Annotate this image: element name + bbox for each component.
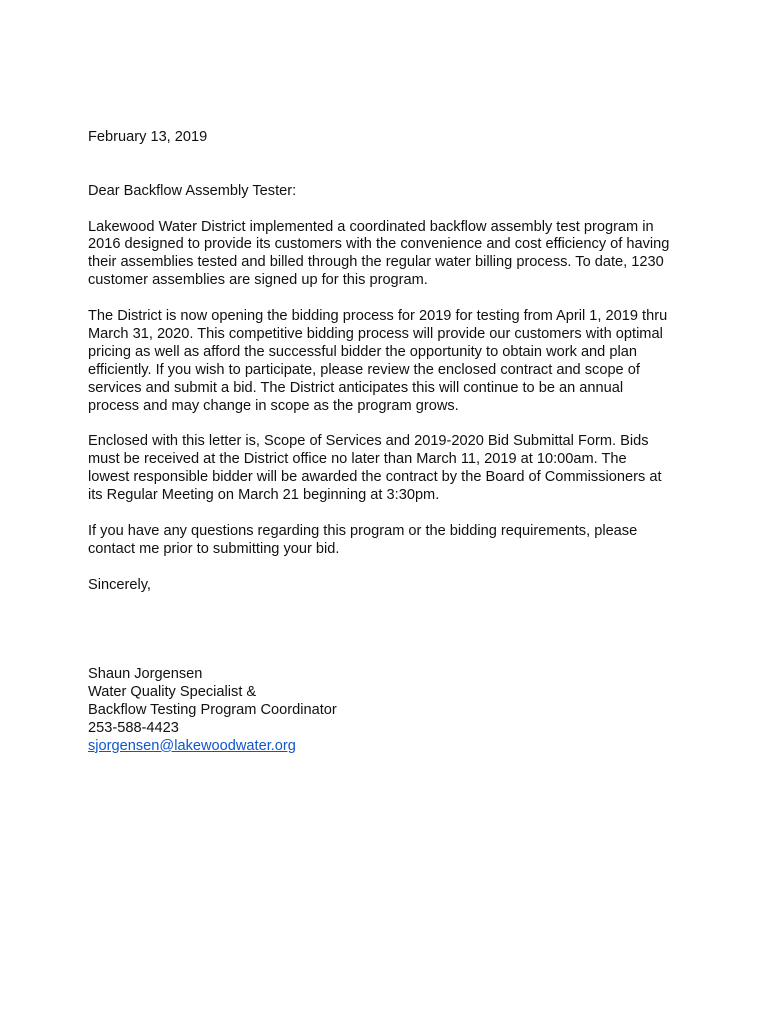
- paragraph-questions: [88, 523, 698, 559]
- paragraph-line: contact me prior to submitting your bid.: [88, 540, 340, 557]
- signer-name: Shaun Jorgensen: [88, 666, 203, 683]
- paragraph-enclosures: [88, 433, 698, 505]
- paragraph-line: must be received at the District office no later than March 11, 2019 at 10:00am. The: [88, 451, 627, 468]
- paragraph-line: services and submit a bid. The District anticipates this will continue to be an annual: [88, 379, 624, 396]
- paragraph-line: pricing as well as afford the successful bidder the opportunity to obtain work and plan: [88, 343, 637, 360]
- paragraph-line: Enclosed with this letter is, Scope of Services and 2019-2020 Bid Submittal Form. Bids: [88, 433, 649, 450]
- paragraph-bidding-process: [88, 308, 698, 415]
- signer-email-link[interactable]: sjorgensen@lakewoodwater.org: [88, 737, 296, 754]
- signer-phone: 253-588-4423: [88, 719, 179, 736]
- letter-body: [88, 129, 698, 756]
- paragraph-line: process and may change in scope as the program grows.: [88, 397, 459, 414]
- closing: Sincerely,: [88, 576, 151, 593]
- paragraph-line: lowest responsible bidder will be awarded the contract by the Board of Commissioners at: [88, 469, 662, 486]
- signature-block: [88, 666, 698, 756]
- salutation: Dear Backflow Assembly Tester:: [88, 182, 297, 199]
- paragraph-line: Lakewood Water District implemented a coordinated backflow assembly test program in: [88, 218, 654, 235]
- paragraph-line: 2016 designed to provide its customers with the convenience and cost efficiency of having: [88, 236, 670, 253]
- signer-title: Water Quality Specialist &: [88, 683, 257, 700]
- letter-date: February 13, 2019: [88, 129, 208, 145]
- paragraph-line: If you have any questions regarding this program or the bidding requirements, please: [88, 522, 638, 539]
- paragraph-line: customer assemblies are signed up for this program.: [88, 272, 428, 289]
- signer-role: Backflow Testing Program Coordinator: [88, 701, 337, 718]
- paragraph-line: The District is now opening the bidding process for 2019 for testing from April 1, 2019 thru: [88, 308, 668, 325]
- paragraph-program-intro: [88, 219, 698, 291]
- paragraph-line: their assemblies tested and billed through the regular water billing process. To date, 1230: [88, 254, 664, 271]
- paragraph-line: its Regular Meeting on March 21 beginning at 3:30pm.: [88, 487, 440, 504]
- paragraph-line: efficiently. If you wish to participate, please review the enclosed contract and scope of: [88, 361, 640, 378]
- paragraph-line: March 31, 2020. This competitive bidding process will provide our customers with optimal: [88, 325, 663, 342]
